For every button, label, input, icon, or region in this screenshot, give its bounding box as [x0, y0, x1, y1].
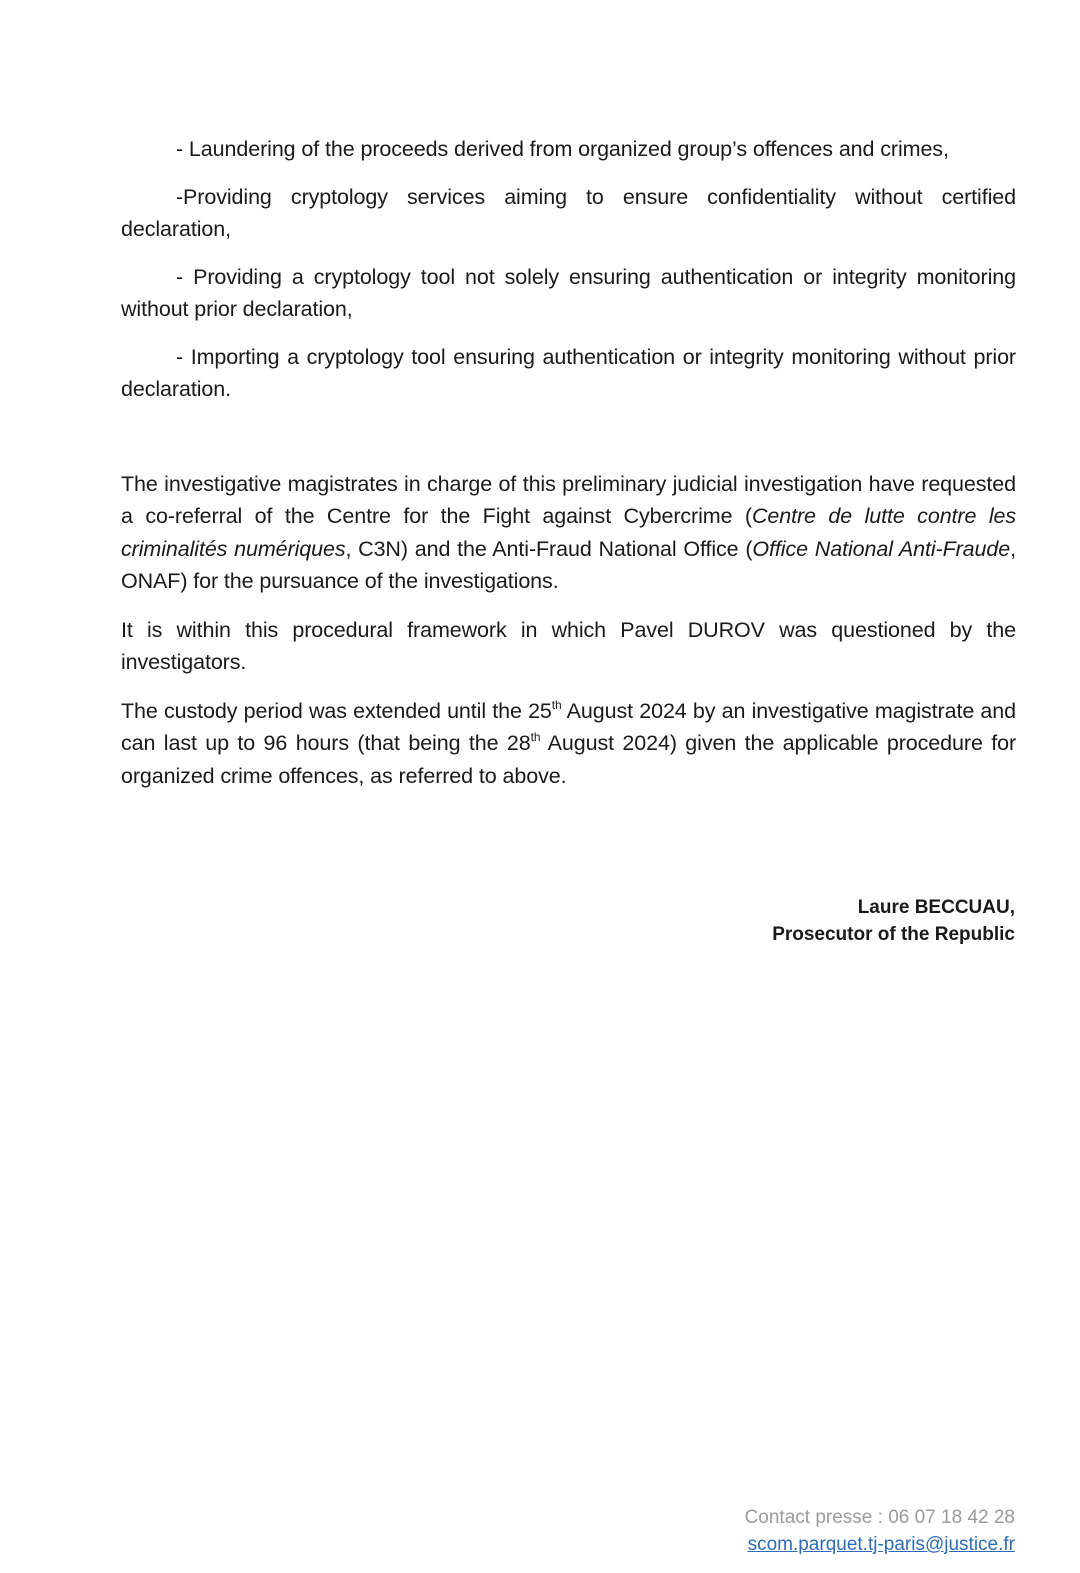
charge-item: - Laundering of the proceeds derived from organized group’s offences and crimes, [176, 137, 949, 161]
signature-block [772, 894, 1015, 948]
italic-span: Office National Anti-Fraude [752, 536, 1011, 561]
text-span: The custody period was extended until the 25 [121, 698, 552, 723]
signatory-title: Prosecutor of the Republic [772, 924, 1015, 945]
text-span: The investigative magistrates in charge of this preliminary judicial investigation have requested a co-referral of the Centre for the Fight against Cybercrime ( [121, 471, 1016, 528]
co-referral-paragraph [121, 468, 1016, 598]
italic-span: Centre de lutte contre les criminalités numériques [121, 504, 1016, 561]
superscript: th [530, 730, 541, 744]
charge-item: - Providing a cryptology tool not solely ensuring authentication or integrity monitoring without prior declaration, [121, 264, 1016, 321]
press-contact [745, 1504, 1015, 1558]
signatory-name: Laure BECCUAU, [857, 897, 1015, 918]
press-email-link[interactable]: scom.parquet.tj-paris@justice.fr [747, 1534, 1015, 1555]
press-phone: Contact presse : 06 07 18 42 28 [744, 1507, 1015, 1528]
text-span: August 2024 by an investigative magistrate and can last up to 96 hours (that being the 28 [121, 698, 1016, 755]
charge-item: - Importing a cryptology tool ensuring authentication or integrity monitoring without prior declaration. [121, 344, 1016, 401]
framework-paragraph: It is within this procedural framework in which Pavel DUROV was questioned by the investigators. [121, 617, 1016, 674]
text-span: August 2024) given the applicable procedure for organized crime offences, as referred to above. [121, 731, 1017, 788]
custody-paragraph [121, 695, 1016, 793]
charge-item: -Providing cryptology services aiming to ensure confidentiality without certified declaration, [121, 184, 1016, 241]
document-body [121, 133, 1016, 792]
text-span: , ONAF) for the pursuance of the investigations. [121, 536, 1016, 593]
text-span: , C3N) and the Anti-Fraud National Office ( [345, 536, 753, 561]
superscript: th [551, 697, 562, 712]
